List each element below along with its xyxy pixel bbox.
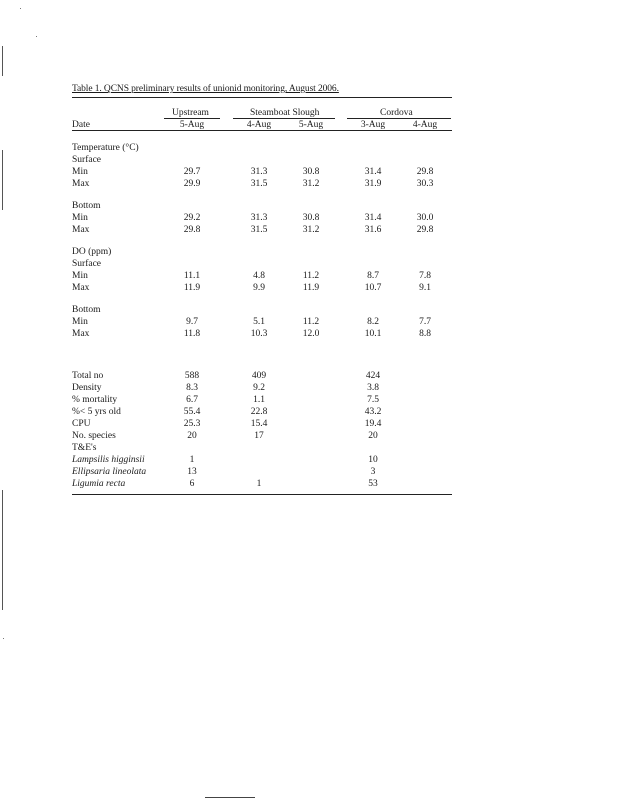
row-label: Max (72, 179, 90, 189)
table-cell: 31.5 (250, 179, 268, 189)
table-cell: 53 (368, 479, 378, 489)
table-cell: 11.1 (183, 271, 201, 281)
row-label: Min (72, 271, 88, 281)
table-cell: 11.8 (183, 329, 201, 339)
row-label: No. species (72, 431, 116, 441)
table-cell: 1.1 (253, 395, 265, 405)
table-cell: 55.4 (183, 407, 201, 417)
row-label: CPU (72, 419, 91, 429)
table-cell: 6 (189, 479, 195, 489)
table-cell: 588 (184, 371, 200, 381)
table-cell: 7.8 (419, 271, 431, 281)
row-label: DO (ppm) (72, 247, 112, 257)
table-cell: 11.2 (302, 317, 320, 327)
table-cell: 8.8 (419, 329, 431, 339)
table-cell: 3 (370, 467, 376, 477)
table-cell: 29.8 (416, 167, 434, 177)
table-cell: 13 (187, 467, 197, 477)
table-cell: 30.3 (416, 179, 434, 189)
table-cell: 29.8 (183, 225, 201, 235)
footer-mark (205, 797, 255, 798)
row-label: %< 5 yrs old (72, 407, 121, 417)
row-label: Max (72, 225, 90, 235)
row-label: Lampsilis higginsii (72, 455, 145, 465)
scan-mark (2, 46, 3, 76)
table-cell: 30.0 (416, 213, 434, 223)
table-cell: 20 (187, 431, 197, 441)
date-col-4: 3-Aug (360, 120, 386, 130)
table-cell: 31.3 (250, 167, 268, 177)
table-cell: 31.2 (302, 179, 320, 189)
table-cell: 7.5 (367, 395, 379, 405)
date-col-1: 5-Aug (179, 120, 205, 130)
table-cell: 11.9 (302, 283, 320, 293)
table-cell: 9.1 (419, 283, 431, 293)
table-cell: 29.8 (416, 225, 434, 235)
top-rule (72, 97, 452, 98)
table-cell: 8.7 (367, 271, 379, 281)
row-label: Bottom (72, 305, 101, 315)
row-label: Min (72, 213, 88, 223)
table-cell: 31.6 (364, 225, 382, 235)
row-label: Temperature (°C) (72, 143, 139, 153)
table-cell: 19.4 (364, 419, 382, 429)
row-label: Ligumia recta (72, 479, 126, 489)
table-cell: 11.2 (302, 271, 320, 281)
date-header: Date (72, 120, 90, 130)
table-caption: Table 1. QCNS preliminary results of unionid monitoring, August 2006. (72, 84, 339, 94)
row-label: Min (72, 317, 88, 327)
table-cell: 424 (365, 371, 381, 381)
group-steamboat-slough: Steamboat Slough (250, 108, 320, 118)
table-cell: 7.7 (419, 317, 431, 327)
row-label: T&E's (72, 443, 97, 453)
group-cordova: Cordova (380, 108, 413, 118)
row-label: Max (72, 329, 90, 339)
table-cell: 29.7 (183, 167, 201, 177)
table-cell: 11.9 (183, 283, 201, 293)
table-cell: 10 (368, 455, 378, 465)
table-cell: 1 (256, 479, 262, 489)
scan-mark (2, 150, 3, 210)
row-label: Min (72, 167, 88, 177)
table-cell: 10.1 (364, 329, 382, 339)
table-cell: 9.7 (186, 317, 198, 327)
table-cell: 15.4 (250, 419, 268, 429)
table-cell: 10.3 (250, 329, 268, 339)
table-cell: 9.2 (253, 383, 265, 393)
scan-dot (36, 36, 37, 37)
table-cell: 31.2 (302, 225, 320, 235)
table-cell: 4.8 (253, 271, 265, 281)
table-cell: 30.8 (302, 167, 320, 177)
group-upstream: Upstream (172, 108, 209, 118)
row-label: Density (72, 383, 102, 393)
table-cell: 3.8 (367, 383, 379, 393)
table-cell: 29.9 (183, 179, 201, 189)
table-cell: 6.7 (186, 395, 198, 405)
row-label: Surface (72, 155, 102, 165)
row-label: Surface (72, 259, 102, 269)
table-cell: 8.2 (367, 317, 379, 327)
table-cell: 31.4 (364, 167, 382, 177)
table-cell: 31.5 (250, 225, 268, 235)
row-label: Ellipsaria lineolata (72, 467, 147, 477)
table-cell: 30.8 (302, 213, 320, 223)
table-cell: 5.1 (253, 317, 265, 327)
row-label: % mortality (72, 395, 118, 405)
row-label: Total no (72, 371, 104, 381)
table-cell: 25.3 (183, 419, 201, 429)
row-label: Max (72, 283, 90, 293)
table-cell: 12.0 (302, 329, 320, 339)
table-cell: 17 (254, 431, 264, 441)
table-cell: 31.9 (364, 179, 382, 189)
date-col-2: 4-Aug (246, 120, 272, 130)
table-cell: 20 (368, 431, 378, 441)
scan-dot (3, 638, 4, 639)
table-cell: 31.4 (364, 213, 382, 223)
date-col-5: 4-Aug (412, 120, 438, 130)
table-cell: 31.3 (250, 213, 268, 223)
bottom-rule (72, 494, 452, 495)
table-cell: 29.2 (183, 213, 201, 223)
table-cell: 409 (251, 371, 267, 381)
scan-mark (2, 490, 3, 610)
table-cell: 1 (189, 455, 195, 465)
table-cell: 22.8 (250, 407, 268, 417)
scan-dot (20, 8, 21, 9)
table-cell: 8.3 (186, 383, 198, 393)
table-cell: 10.7 (364, 283, 382, 293)
table-cell: 9.9 (253, 283, 265, 293)
row-label: Bottom (72, 201, 101, 211)
date-col-3: 5-Aug (298, 120, 324, 130)
table-cell: 43.2 (364, 407, 382, 417)
